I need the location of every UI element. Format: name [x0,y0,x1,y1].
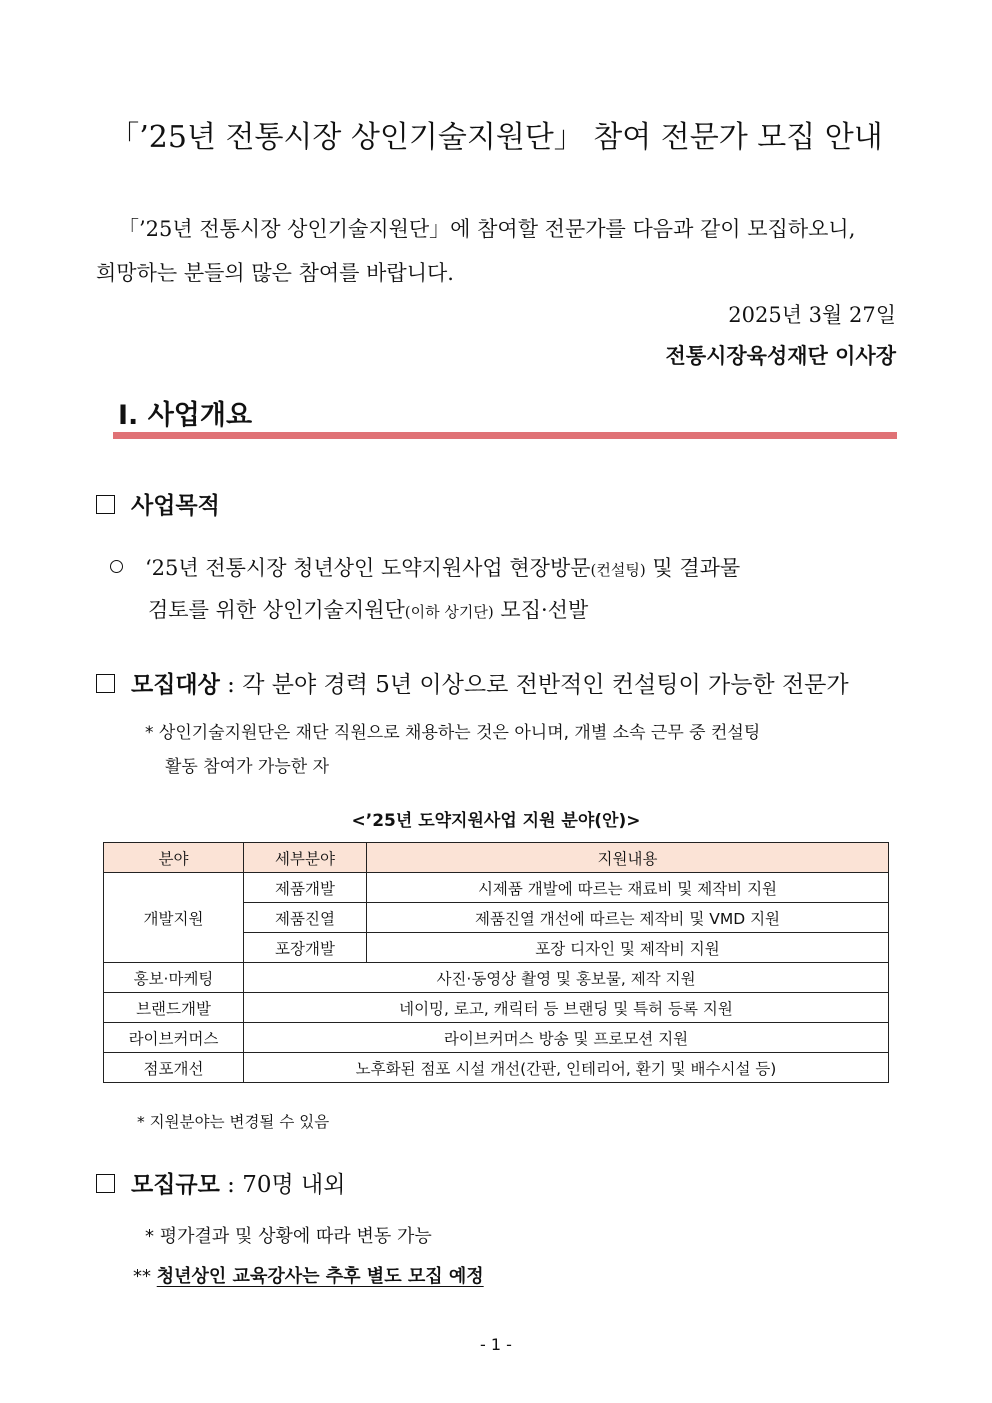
table-row [104,993,889,1023]
field-cell: 개발지원 [104,873,244,963]
scale-note-1: * 평가결과 및 상황에 따라 변동 가능 [145,1226,432,1247]
purpose-heading [96,487,220,520]
purpose-text-1-end: 및 결과물 [645,556,741,580]
scale-heading-label: 모집규모 [131,1172,220,1198]
square-bullet-icon [96,495,115,514]
content-cell: 라이브커머스 방송 및 프로모션 지원 [244,1023,889,1053]
square-bullet-icon [96,1174,115,1193]
scale-heading [96,1166,345,1199]
table-row [104,1023,889,1053]
field-cell: 라이브커머스 [104,1023,244,1053]
purpose-text-2-small: (이하 상기단) [404,603,494,621]
table-header-row [104,843,889,873]
purpose-text-1-small: (컨설팅) [590,561,646,579]
subfield-cell: 포장개발 [244,933,367,963]
support-fields-table [103,842,889,1083]
header-field: 분야 [104,843,244,873]
target-heading [96,666,849,699]
target-text: : 각 분야 경력 5년 이상으로 전반적인 컨설팅이 가능한 전문가 [219,672,849,698]
purpose-text-2: 검토를 위한 상인기술지원단 [148,598,405,622]
content-cell: 시제품 개발에 따르는 재료비 및 제작비 지원 [367,873,889,903]
circle-bullet-icon [110,560,123,573]
square-bullet-icon [96,674,115,693]
content-cell: 사진·동영상 촬영 및 홍보물, 제작 지원 [244,963,889,993]
target-note-line-1: * 상인기술지원단은 재단 직원으로 채용하는 것은 아니며, 개별 소속 근무 중 컨설팅 [145,723,761,743]
content-cell: 노후화된 점포 시설 개선(간판, 인테리어, 환기 및 배수시설 등) [244,1053,889,1083]
scale-note-2-text: 청년상인 교육강사는 추후 별도 모집 예정 [156,1266,484,1287]
content-cell: 네이밍, 로고, 캐릭터 등 브랜딩 및 특허 등록 지원 [244,993,889,1023]
scale-text: : 70명 내외 [219,1172,346,1198]
table-row [104,873,889,903]
field-cell: 홍보·마케팅 [104,963,244,993]
purpose-bullet-line-2 [148,594,588,624]
field-cell: 브랜드개발 [104,993,244,1023]
scale-note-2 [133,1262,484,1288]
table-row [104,1053,889,1083]
purpose-text-1: ‘25년 전통시장 청년상인 도약지원사업 현장방문 [145,556,591,580]
content-cell: 포장 디자인 및 제작비 지원 [367,933,889,963]
table-note: * 지원분야는 변경될 수 있음 [137,1113,330,1131]
content-cell: 제품진열 개선에 따르는 제작비 및 VMD 지원 [367,903,889,933]
table-caption: <’25년 도약지원사업 지원 분야(안)> [351,811,641,831]
purpose-bullet-line-1 [110,552,740,582]
intro-line-1: 「’25년 전통시장 상인기술지원단」에 참여할 전문가를 다음과 같이 모집하오니, [118,217,856,241]
intro-line-2: 희망하는 분들의 많은 참여를 바랍니다. [96,261,454,285]
header-subfield: 세부분야 [244,843,367,873]
scale-note-2-prefix: ** [133,1266,157,1287]
issue-date: 2025년 3월 27일 [728,303,896,327]
field-cell: 점포개선 [104,1053,244,1083]
target-note-line-2: 활동 참여가 가능한 자 [165,757,330,777]
table-row [104,963,889,993]
subfield-cell: 제품개발 [244,873,367,903]
section-divider [113,432,897,439]
header-content: 지원내용 [367,843,889,873]
signer: 전통시장육성재단 이사장 [665,344,896,368]
purpose-heading-label: 사업목적 [131,493,220,519]
target-heading-label: 모집대상 [131,672,220,698]
subfield-cell: 제품진열 [244,903,367,933]
section-title: Ⅰ. 사업개요 [118,400,253,431]
document-title: 「’25년 전통시장 상인기술지원단」 참여 전문가 모집 안내 [109,120,883,155]
purpose-text-2-end: 모집·선발 [493,598,589,622]
page-number: - 1 - [480,1335,512,1354]
